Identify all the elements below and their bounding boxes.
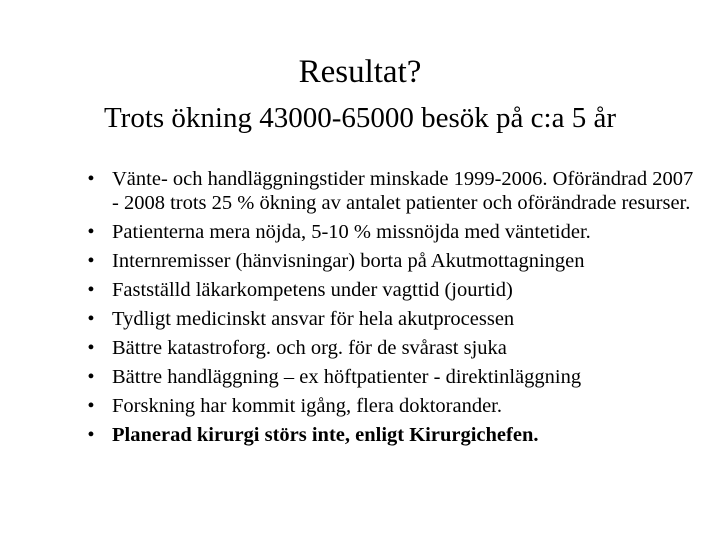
bullet-icon: • [87, 423, 95, 446]
bullet-icon: • [87, 220, 95, 243]
slide-subtitle: Trots ökning 43000-65000 besök på c:a 5 år [103, 102, 617, 134]
bullet-item [87, 278, 702, 303]
bullet-text: Patienterna mera nöjda, 5-10 % missnöjda med väntetider. [112, 220, 591, 243]
bullet-text: Planerad kirurgi störs inte, enligt Kirurgichefen. [112, 423, 539, 446]
bullet-item [87, 307, 702, 332]
bullet-text: Fastställd läkarkompetens under vagttid (jourtid) [112, 278, 513, 301]
bullet-list [87, 168, 702, 453]
bullet-icon: • [87, 307, 95, 330]
bullet-item [87, 423, 702, 448]
bullet-text: Bättre katastroforg. och org. för de svårast sjuka [112, 336, 507, 359]
bullet-icon: • [87, 249, 95, 272]
bullet-icon: • [87, 365, 95, 388]
bullet-text: Vänte- och handläggningstider minskade 1999-2006. Oförändrad 2007 - 2008 trots 25 % ökning av antalet patienter och oförändrade resurser. [112, 168, 694, 214]
bullet-text: Bättre handläggning – ex höftpatienter - direktinläggning [112, 365, 582, 388]
bullet-icon: • [87, 278, 95, 301]
bullet-item [87, 336, 702, 361]
bullet-text: Forskning har kommit igång, flera doktorander. [112, 394, 502, 417]
bullet-icon: • [87, 394, 95, 417]
bullet-item [87, 365, 702, 390]
bullet-text: Internremisser (hänvisningar) borta på Akutmottagningen [112, 249, 585, 272]
bullet-item [87, 220, 702, 245]
bullet-icon: • [87, 168, 95, 190]
slide-title: Resultat? [298, 54, 422, 90]
bullet-item [87, 249, 702, 274]
bullet-icon: • [87, 336, 95, 359]
bullet-text: Tydligt medicinskt ansvar för hela akutprocessen [112, 307, 515, 330]
bullet-item [87, 168, 702, 215]
bullet-item [87, 394, 702, 419]
